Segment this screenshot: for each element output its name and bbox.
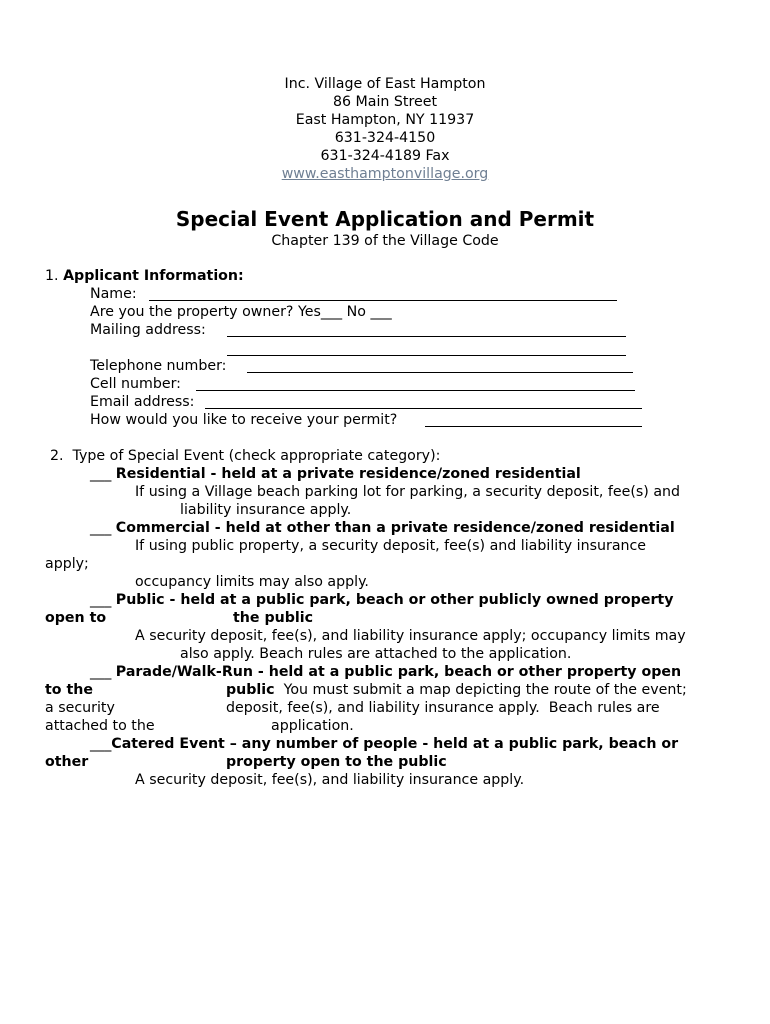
- commercial-title: Commercial - held at other than a private residence/zoned residential: [115, 520, 675, 536]
- telephone-label: Telephone number:: [90, 358, 227, 374]
- catered-checkbox-blank[interactable]: ___: [90, 736, 112, 752]
- section-1-title: Applicant Information:: [63, 268, 244, 284]
- catered-title-wrap-a: other: [45, 754, 89, 770]
- public-option: [90, 591, 673, 609]
- parade-checkbox-blank[interactable]: ___: [90, 664, 112, 680]
- phone-number: 631-324-4150: [334, 130, 436, 146]
- street-address: 86 Main Street: [332, 94, 438, 110]
- residential-checkbox-blank[interactable]: ___: [90, 466, 112, 482]
- residential-note-2: liability insurance apply.: [180, 502, 352, 518]
- cell-field[interactable]: [196, 390, 635, 391]
- public-title-wrap-b: the public: [233, 610, 313, 626]
- email-field[interactable]: [205, 408, 642, 409]
- parade-note-3a: attached to the: [45, 718, 155, 734]
- parade-title-wrap-b: public: [226, 682, 275, 698]
- mailing-address-field-2[interactable]: [227, 355, 626, 356]
- parade-note-1: You must submit a map depicting the route of the event;: [283, 682, 687, 698]
- commercial-note-1: If using public property, a security deposit, fee(s) and liability insurance: [135, 538, 647, 554]
- cell-label: Cell number:: [90, 376, 181, 392]
- catered-title: Catered Event – any number of people - held at a public park, beach or: [111, 736, 679, 752]
- section-1-heading: [45, 267, 244, 285]
- mailing-address-label: Mailing address:: [90, 322, 206, 338]
- residential-option: [90, 465, 581, 483]
- receive-permit-label: How would you like to receive your permit?: [90, 412, 398, 428]
- public-checkbox-blank[interactable]: ___: [90, 592, 112, 608]
- catered-note-1: A security deposit, fee(s), and liability insurance apply.: [135, 772, 525, 788]
- parade-title-wrap-a: to the: [45, 682, 93, 698]
- parade-line-1: [226, 681, 687, 699]
- mailing-address-field-1[interactable]: [227, 336, 626, 337]
- parade-note-3b: application.: [271, 718, 354, 734]
- form-title: Special Event Application and Permit: [175, 207, 595, 231]
- section-2-heading: 2. Type of Special Event (check appropriate category):: [50, 448, 441, 464]
- receive-permit-field[interactable]: [425, 426, 642, 427]
- public-title: Public - held at a public park, beach or other publicly owned property: [115, 592, 674, 608]
- parade-option: [90, 663, 681, 681]
- village-name: Inc. Village of East Hampton: [284, 76, 486, 92]
- form-subtitle: Chapter 139 of the Village Code: [271, 233, 499, 249]
- commercial-checkbox-blank[interactable]: ___: [90, 520, 112, 536]
- public-title-wrap-a: open to: [45, 610, 107, 626]
- website-link[interactable]: www.easthamptonvillage.org: [281, 166, 489, 182]
- public-note-1: A security deposit, fee(s), and liability insurance apply; occupancy limits may: [135, 628, 686, 644]
- owner-question: Are you the property owner? Yes___ No ___: [90, 304, 392, 320]
- commercial-option: [90, 519, 675, 537]
- name-label: Name:: [90, 286, 137, 302]
- residential-note-1: If using a Village beach parking lot for parking, a security deposit, fee(s) and: [135, 484, 681, 500]
- public-note-2: also apply. Beach rules are attached to the application.: [180, 646, 572, 662]
- parade-title: Parade/Walk-Run - held at a public park, beach or other property open: [115, 664, 682, 680]
- email-label: Email address:: [90, 394, 195, 410]
- parade-note-2b: deposit, fee(s), and liability insurance apply. Beach rules are: [226, 700, 660, 716]
- commercial-note-3: occupancy limits may also apply.: [135, 574, 369, 590]
- telephone-field[interactable]: [247, 372, 633, 373]
- commercial-note-2: apply;: [45, 556, 89, 572]
- section-1-number: 1.: [45, 268, 59, 284]
- parade-note-2a: a security: [45, 700, 115, 716]
- city-state-zip: East Hampton, NY 11937: [295, 112, 475, 128]
- fax-number: 631-324-4189 Fax: [320, 148, 450, 164]
- residential-title: Residential - held at a private residence/zoned residential: [115, 466, 581, 482]
- name-field[interactable]: [149, 300, 617, 301]
- catered-option: [90, 735, 678, 753]
- catered-title-wrap-b: property open to the public: [226, 754, 447, 770]
